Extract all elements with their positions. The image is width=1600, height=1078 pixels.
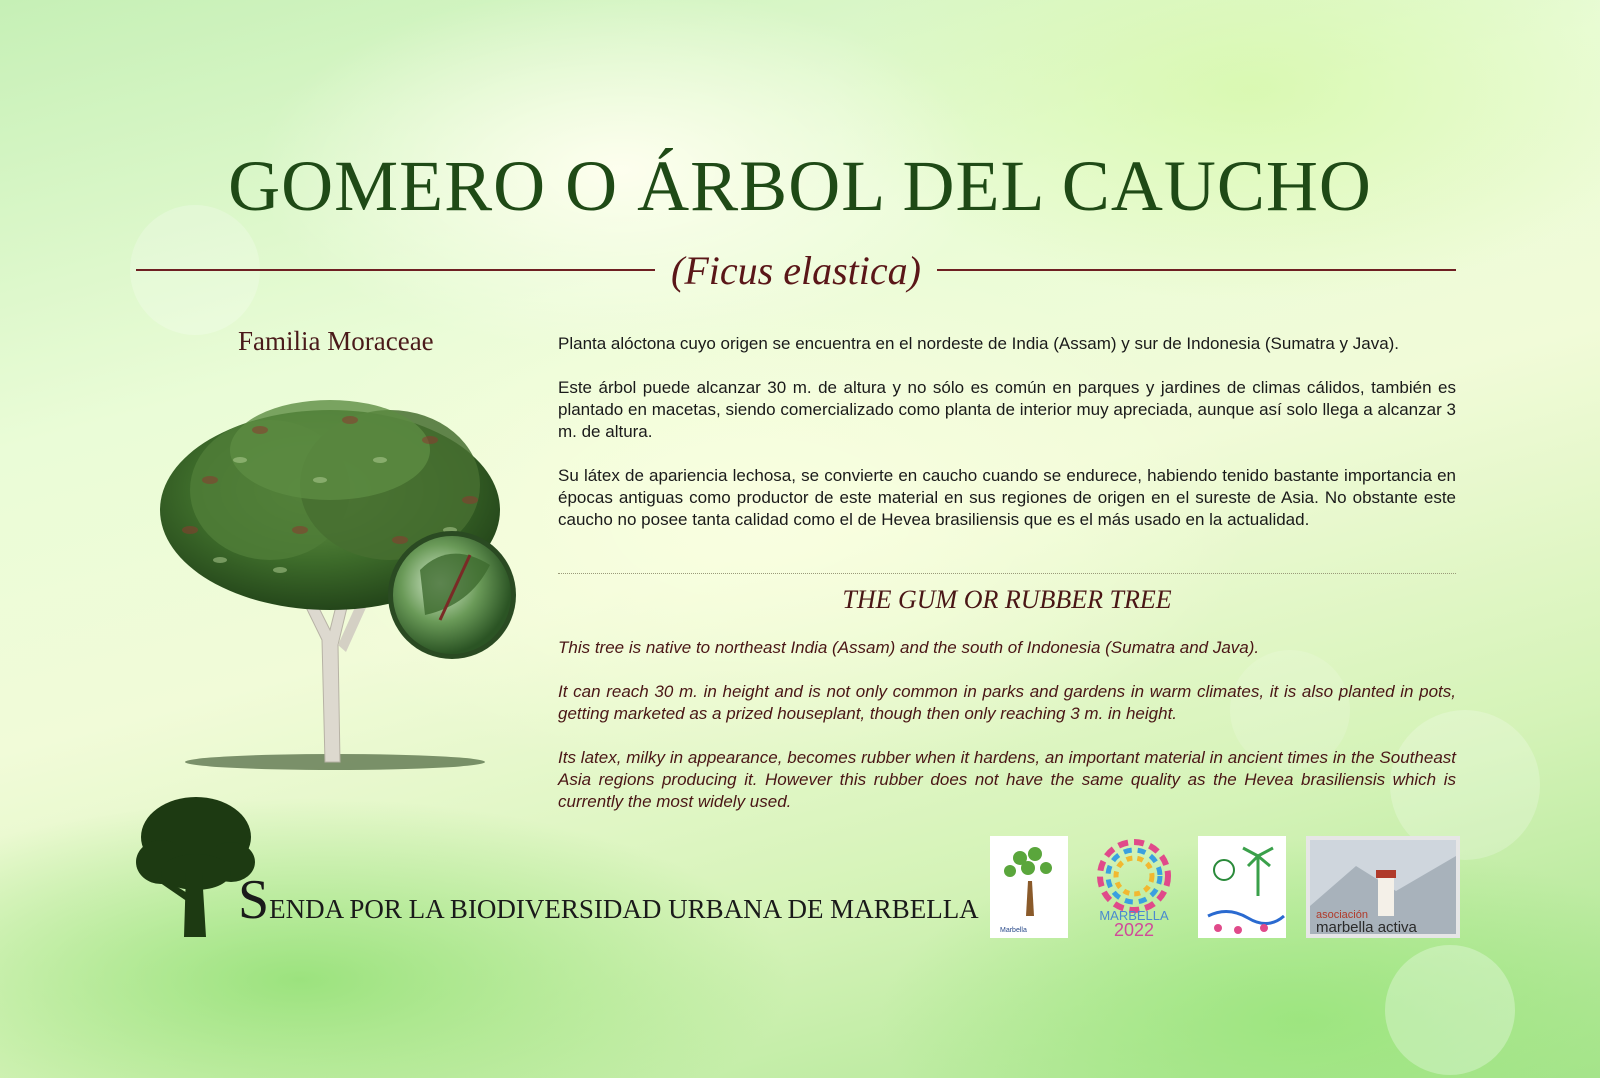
footer-trail-name — [238, 869, 979, 931]
spanish-description — [558, 333, 1456, 553]
footer-title: ENDA POR LA BIODIVERSIDAD URBANA DE MARBELLA — [269, 894, 979, 924]
scientific-name-row — [136, 242, 1456, 298]
logo-label: Marbella — [1000, 927, 1027, 934]
english-title: THE GUM OR RUBBER TREE — [842, 585, 1172, 614]
logo-label: asociación — [1316, 909, 1368, 921]
logo-label: MARBELLA — [1099, 908, 1169, 923]
marbella-2022-logo — [1092, 836, 1176, 938]
english-description — [558, 637, 1456, 835]
footer-initial: S — [238, 869, 270, 931]
english-paragraph: Its latex, milky in appearance, becomes rubber when it hardens, an important material in ancient times in the Southeast Asia regions producing it. However this rubber does not have the same quality as the Hevea brasiliensis which is currently the most widely used. — [558, 748, 1456, 811]
divider-left — [136, 269, 655, 271]
spanish-paragraph: Planta alóctona cuyo origen se encuentra en el nordeste de India (Assam) y sur de Indonesia (Sumatra y Java). — [558, 334, 1400, 353]
marbella-sostenible-logo — [990, 836, 1068, 938]
section-divider — [558, 573, 1456, 574]
bokeh-circle — [1385, 945, 1515, 1075]
asociacion-marbella-activa-logo — [1306, 836, 1460, 938]
english-paragraph: It can reach 30 m. in height and is not only common in parks and gardens in warm climates, it is also planted in pots, getting marketed as a prized houseplant, though then only reaching 3 m. in height. — [558, 682, 1456, 723]
scientific-name: (Ficus elastica) — [671, 247, 921, 293]
spanish-paragraph: Este árbol puede alcanzar 30 m. de altura y no sólo es común en parques y jardines de climas cálidos, también es plantado en macetas, siendo comercializado como planta de interior muy apreciada, aunque así solo llega a alcanzar 3 m. de altura. — [558, 378, 1456, 441]
logo-label: marbella activa — [1316, 919, 1417, 936]
divider-right — [937, 269, 1456, 271]
logo-label: 2022 — [1113, 920, 1155, 938]
rubber-tree-image — [150, 390, 530, 780]
children-drawing-logo — [1198, 836, 1286, 938]
spanish-paragraph: Su látex de apariencia lechosa, se convierte en caucho cuando se endurece, habiendo tenido bastante importancia en épocas antiguas como productor de este material en sus regiones de origen en el sureste de Asia. No obstante este caucho no posee tanta calidad como el de Hevea brasiliensis que es el más usado en la actualidad. — [558, 466, 1456, 529]
page-title: GOMERO O ÁRBOL DEL CAUCHO — [228, 146, 1372, 226]
family-label: Familia Moraceae — [238, 326, 434, 356]
english-paragraph: This tree is native to northeast India (Assam) and the south of Indonesia (Sumatra and Java). — [558, 638, 1260, 657]
